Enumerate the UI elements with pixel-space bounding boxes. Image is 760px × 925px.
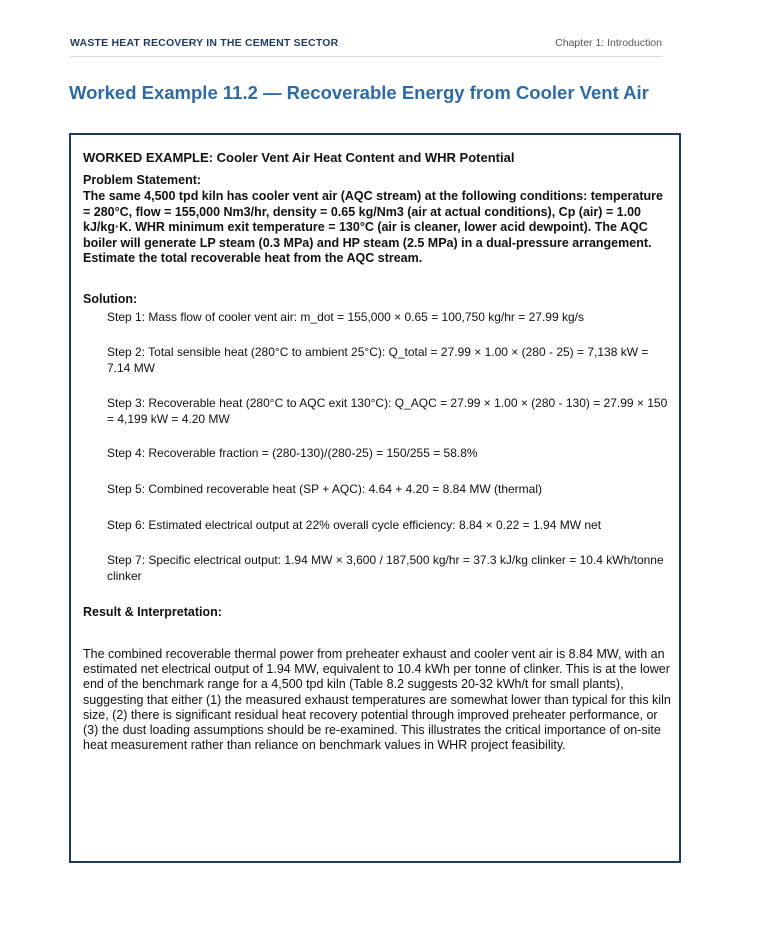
solution-step: Step 3: Recoverable heat (280°C to AQC exit 130°C): Q_AQC = 27.99 × 1.00 × (280 - 130) = 27.99 × 150 = 4,199 kW = 4.20 MW [107, 396, 668, 426]
solution-label: Solution: [83, 292, 138, 306]
result-text: The combined recoverable thermal power from preheater exhaust and cooler vent air is 8.84 MW, with an estimated net electrical output of 1.94 MW, equivalent to 10.4 kWh per tonne of clinker. This is at the lower end of the benchmark range for a 4,500 tpd kiln (Table 8.2 suggests 20-32 kWh/t for small plants), suggesting that either (1) the measured exhaust temperatures are somewhat lower than typical for this kiln size, (2) there is significant residual heat recovery potential through improved preheater performance, or (3) the dust loading assumptions should be re-examined. This illustrates the critical importance of on-site heat measurement rather than reliance on benchmark values in WHR project feasibility. [83, 647, 671, 753]
running-header [70, 35, 662, 57]
solution-step: Step 6: Estimated electrical output at 22% overall cycle efficiency: 8.84 × 0.22 = 1.94 MW net [107, 518, 602, 532]
solution-step: Step 1: Mass flow of cooler vent air: m_dot = 155,000 × 0.65 = 100,750 kg/hr = 27.99 kg/s [107, 310, 584, 324]
problem-statement-label: Problem Statement: [83, 173, 202, 187]
solution-step: Step 4: Recoverable fraction = (280-130)/(280-25) = 150/255 = 58.8% [107, 446, 478, 460]
solution-step: Step 5: Combined recoverable heat (SP + AQC): 4.64 + 4.20 = 8.84 MW (thermal) [107, 482, 542, 496]
example-heading: WORKED EXAMPLE: Cooler Vent Air Heat Content and WHR Potential [83, 150, 515, 165]
worked-example-box [69, 133, 681, 863]
result-label: Result & Interpretation: [83, 605, 222, 619]
problem-statement-text: The same 4,500 tpd kiln has cooler vent air (AQC stream) at the following conditions: temperature = 280°C, flow = 155,000 Nm3/hr, density = 0.65 kg/Nm3 (air at actual conditions), Cp (air) = 1.00 kJ/kg·K. WHR minimum exit temperature = 130°C (air is cleaner, lower acid dewpoint). The AQC boiler will generate LP steam (0.3 MPa) and HP steam (2.5 MPa) in a dual-pressure arrangement. Estimate the total recoverable heat from the AQC stream. [83, 189, 663, 265]
page-title: Worked Example 11.2 — Recoverable Energy from Cooler Vent Air [69, 82, 649, 103]
section-title: WASTE HEAT RECOVERY IN THE CEMENT SECTOR [70, 37, 339, 49]
chapter-label: Chapter 1: Introduction [555, 37, 662, 49]
solution-step: Step 7: Specific electrical output: 1.94 MW × 3,600 / 187,500 kg/hr = 37.3 kJ/kg clinker = 10.4 kWh/tonne clinker [107, 553, 664, 583]
solution-step: Step 2: Total sensible heat (280°C to ambient 25°C): Q_total = 27.99 × 1.00 × (280 - 25) = 7,138 kW = 7.14 MW [107, 345, 649, 375]
